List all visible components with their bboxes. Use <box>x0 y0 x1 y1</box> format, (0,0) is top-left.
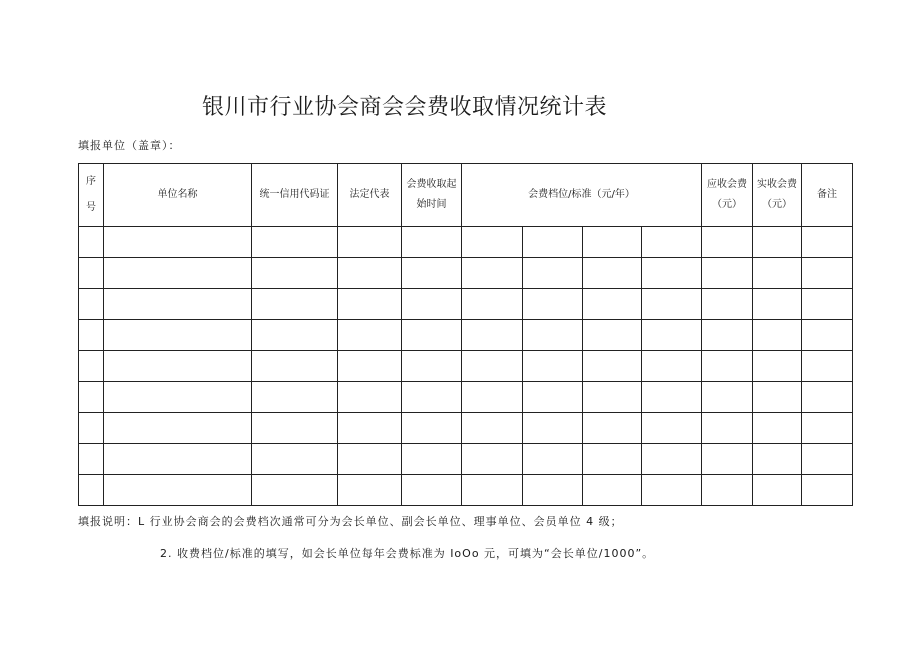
table-cell[interactable] <box>252 351 338 382</box>
table-cell[interactable] <box>79 444 104 475</box>
table-cell[interactable] <box>338 382 402 413</box>
table-cell[interactable] <box>462 444 523 475</box>
table-cell[interactable] <box>338 444 402 475</box>
table-cell[interactable] <box>642 227 702 258</box>
table-cell[interactable] <box>583 475 642 506</box>
table-row <box>79 382 853 413</box>
table-cell[interactable] <box>523 382 583 413</box>
table-cell[interactable] <box>462 382 523 413</box>
table-cell[interactable] <box>402 258 462 289</box>
table-cell[interactable] <box>702 320 753 351</box>
header-credit-code: 统一信用代码证 <box>252 164 338 227</box>
table-cell[interactable] <box>402 289 462 320</box>
table-cell[interactable] <box>462 413 523 444</box>
table-cell[interactable] <box>462 289 523 320</box>
table-cell[interactable] <box>753 475 802 506</box>
table-cell[interactable] <box>402 413 462 444</box>
table-cell[interactable] <box>338 351 402 382</box>
table-cell[interactable] <box>104 382 252 413</box>
table-cell[interactable] <box>79 258 104 289</box>
table-cell[interactable] <box>802 227 853 258</box>
table-cell[interactable] <box>753 382 802 413</box>
table-cell[interactable] <box>79 227 104 258</box>
header-fee-receivable-line1: 应收会费 <box>707 179 747 190</box>
table-cell[interactable] <box>402 351 462 382</box>
table-cell[interactable] <box>104 351 252 382</box>
header-fee-receivable-line2: （元） <box>712 199 742 210</box>
table-row <box>79 413 853 444</box>
header-fee-start-time <box>402 164 462 227</box>
table-cell[interactable] <box>79 351 104 382</box>
table-cell[interactable] <box>402 227 462 258</box>
table-cell[interactable] <box>583 289 642 320</box>
table-row <box>79 289 853 320</box>
table-cell[interactable] <box>523 258 583 289</box>
table-cell[interactable] <box>252 382 338 413</box>
table-cell[interactable] <box>642 320 702 351</box>
table-cell[interactable] <box>702 413 753 444</box>
table-cell[interactable] <box>583 382 642 413</box>
table-cell[interactable] <box>104 258 252 289</box>
table-cell[interactable] <box>753 227 802 258</box>
table-cell[interactable] <box>252 258 338 289</box>
table-cell[interactable] <box>402 382 462 413</box>
header-legal-representative: 法定代表 <box>338 164 402 227</box>
table-cell[interactable] <box>523 413 583 444</box>
table-cell[interactable] <box>104 413 252 444</box>
table-header-row <box>79 164 853 227</box>
table-cell[interactable] <box>583 444 642 475</box>
table-cell[interactable] <box>523 475 583 506</box>
table-cell[interactable] <box>642 289 702 320</box>
header-seq-line2: 号 <box>86 202 96 213</box>
table-cell[interactable] <box>642 258 702 289</box>
table-cell[interactable] <box>802 351 853 382</box>
table-cell[interactable] <box>802 320 853 351</box>
table-cell[interactable] <box>104 475 252 506</box>
table-cell[interactable] <box>462 320 523 351</box>
header-fee-start-time-line1: 会费收取起 <box>406 179 457 190</box>
table-row <box>79 444 853 475</box>
header-unit-name: 单位名称 <box>104 164 252 227</box>
table-cell[interactable] <box>462 475 523 506</box>
table-cell[interactable] <box>702 258 753 289</box>
table-cell[interactable] <box>104 444 252 475</box>
table-cell[interactable] <box>642 444 702 475</box>
table-cell[interactable] <box>642 475 702 506</box>
table-cell[interactable] <box>802 475 853 506</box>
table-cell[interactable] <box>802 444 853 475</box>
table-cell[interactable] <box>802 382 853 413</box>
table-cell[interactable] <box>753 351 802 382</box>
table-cell[interactable] <box>802 413 853 444</box>
table-cell[interactable] <box>338 413 402 444</box>
table-cell[interactable] <box>583 258 642 289</box>
table-cell[interactable] <box>104 227 252 258</box>
table-cell[interactable] <box>338 289 402 320</box>
header-seq-line1: 序 <box>86 176 96 187</box>
table-cell[interactable] <box>338 258 402 289</box>
reporting-unit-label: 填报单位（盖章）： <box>78 139 181 152</box>
table-cell[interactable] <box>802 289 853 320</box>
header-fee-start-time-line2: 始时间 <box>416 199 447 210</box>
table-cell[interactable] <box>104 320 252 351</box>
statistics-table <box>78 163 853 506</box>
table-cell[interactable] <box>583 413 642 444</box>
table-cell[interactable] <box>338 320 402 351</box>
table-cell[interactable] <box>252 475 338 506</box>
table-row <box>79 258 853 289</box>
table-cell[interactable] <box>462 258 523 289</box>
table-cell[interactable] <box>523 444 583 475</box>
table-cell[interactable] <box>642 351 702 382</box>
table-row <box>79 351 853 382</box>
table-cell[interactable] <box>402 444 462 475</box>
table-cell[interactable] <box>252 444 338 475</box>
table-cell[interactable] <box>583 351 642 382</box>
header-fee-received <box>753 164 802 227</box>
table-cell[interactable] <box>702 227 753 258</box>
table-cell[interactable] <box>79 475 104 506</box>
table-cell[interactable] <box>252 413 338 444</box>
table-cell[interactable] <box>462 227 523 258</box>
table-cell[interactable] <box>753 320 802 351</box>
header-fee-received-line2: （元） <box>762 199 792 210</box>
table-cell[interactable] <box>252 289 338 320</box>
table-cell[interactable] <box>802 258 853 289</box>
table-row <box>79 320 853 351</box>
table-cell[interactable] <box>252 227 338 258</box>
instructions-note-1: 填报说明：L 行业协会商会的会费档次通常可分为会长单位、副会长单位、理事单位、会员单位 4 级； <box>78 515 623 528</box>
header-fee-level: 会费档位/标准（元/年） <box>462 164 702 227</box>
table-cell[interactable] <box>753 444 802 475</box>
table-cell[interactable] <box>252 320 338 351</box>
table-cell[interactable] <box>79 289 104 320</box>
table-cell[interactable] <box>402 320 462 351</box>
table-row <box>79 227 853 258</box>
table-cell[interactable] <box>104 289 252 320</box>
page-title: 银川市行业协会商会会费收取情况统计表 <box>202 95 608 120</box>
table-cell[interactable] <box>702 289 753 320</box>
header-fee-receivable <box>702 164 753 227</box>
table-cell[interactable] <box>702 382 753 413</box>
table-cell[interactable] <box>402 475 462 506</box>
header-fee-received-line1: 实收会费 <box>757 179 797 190</box>
header-remarks: 备注 <box>802 164 853 227</box>
table-cell[interactable] <box>753 289 802 320</box>
table-cell[interactable] <box>702 351 753 382</box>
table-cell[interactable] <box>642 382 702 413</box>
table-cell[interactable] <box>79 413 104 444</box>
table-cell[interactable] <box>79 320 104 351</box>
table-cell[interactable] <box>523 289 583 320</box>
instructions-note-2: 2. 收费档位/标准的填写，如会长单位每年会费标准为 IoOo 元，可填为“会长单位/1000”。 <box>160 547 655 560</box>
table-cell[interactable] <box>79 382 104 413</box>
table-row <box>79 475 853 506</box>
table-cell[interactable] <box>338 475 402 506</box>
table-cell[interactable] <box>753 258 802 289</box>
table-cell[interactable] <box>523 320 583 351</box>
table-cell[interactable] <box>642 413 702 444</box>
table-cell[interactable] <box>583 320 642 351</box>
table-cell[interactable] <box>462 351 523 382</box>
header-seq <box>79 164 104 227</box>
table-cell[interactable] <box>583 227 642 258</box>
table-cell[interactable] <box>753 413 802 444</box>
table-cell[interactable] <box>523 351 583 382</box>
table-cell[interactable] <box>523 227 583 258</box>
table-cell[interactable] <box>702 444 753 475</box>
table-cell[interactable] <box>702 475 753 506</box>
table-cell[interactable] <box>338 227 402 258</box>
